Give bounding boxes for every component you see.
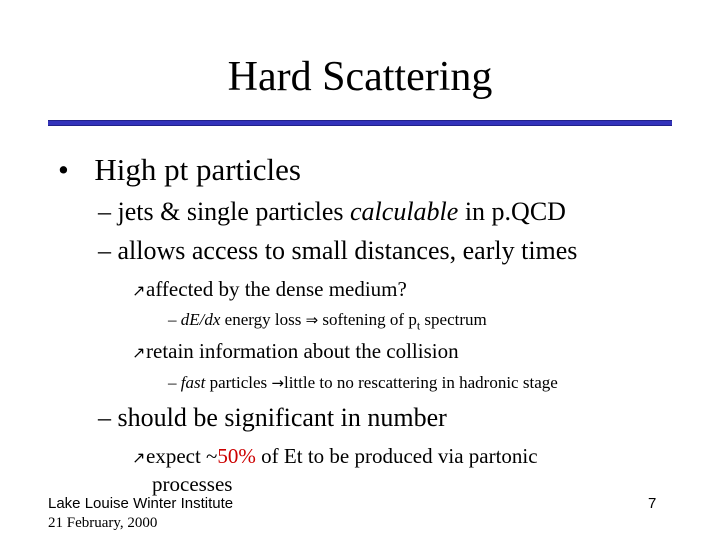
page-number: 7 (648, 495, 657, 512)
detail-fast-particles (168, 373, 558, 393)
item-expect (132, 443, 538, 471)
item-retain-text: retain information about the collision (146, 339, 459, 363)
arrow-icon: ↗ (132, 343, 146, 362)
percent-highlight: 50% (217, 444, 256, 468)
detail-energy-loss-mid: energy loss (220, 310, 306, 329)
footer-date: 21 February, 2000 (48, 515, 158, 531)
detail-energy-loss (168, 310, 487, 335)
dash-marker: – (98, 403, 111, 432)
right-arrow-icon: → (271, 374, 284, 392)
detail-energy-loss-post: softening of p (318, 310, 417, 329)
item-retain (132, 338, 459, 366)
sub-bullet-3 (98, 403, 447, 433)
item-expect-line2: processes (152, 472, 233, 496)
item-expect-post: of Et to be produced via partonic (255, 444, 538, 468)
sub-bullet-3-text: should be significant in number (117, 403, 447, 432)
item-affected (132, 276, 407, 304)
detail-fast-post: little to no rescattering in hadronic stage (283, 373, 558, 392)
bullet-1-text: High pt particles (94, 152, 301, 187)
item-expect-pre: expect ~ (146, 444, 218, 468)
detail-fast-mid: particles (205, 373, 272, 392)
dash-marker: – (168, 373, 177, 392)
dedx-term: dE/dx (180, 310, 221, 329)
fast-term: fast (180, 373, 206, 392)
item-affected-text: affected by the dense medium? (146, 277, 407, 301)
sub-bullet-1-em: calculable (350, 197, 459, 226)
implies-icon: ⇒ (305, 311, 319, 329)
subscript-t: t (416, 318, 421, 333)
bullet-1 (58, 152, 301, 188)
arrow-icon: ↗ (132, 448, 146, 467)
sub-bullet-1-pre: jets & single particles (117, 197, 351, 226)
dash-marker: – (168, 310, 177, 329)
slide-title: Hard Scattering (227, 54, 493, 100)
dash-marker: – (98, 236, 111, 265)
footer-institute: Lake Louise Winter Institute (48, 495, 234, 512)
sub-bullet-1 (98, 197, 566, 227)
title-divider (48, 120, 672, 126)
sub-bullet-1-post: in p.QCD (458, 197, 566, 226)
bullet-marker: • (58, 152, 69, 187)
sub-bullet-2-text: allows access to small distances, early times (117, 236, 578, 265)
dash-marker: – (98, 197, 111, 226)
arrow-icon: ↗ (132, 281, 146, 300)
detail-energy-loss-end: spectrum (420, 310, 487, 329)
sub-bullet-2 (98, 236, 577, 266)
